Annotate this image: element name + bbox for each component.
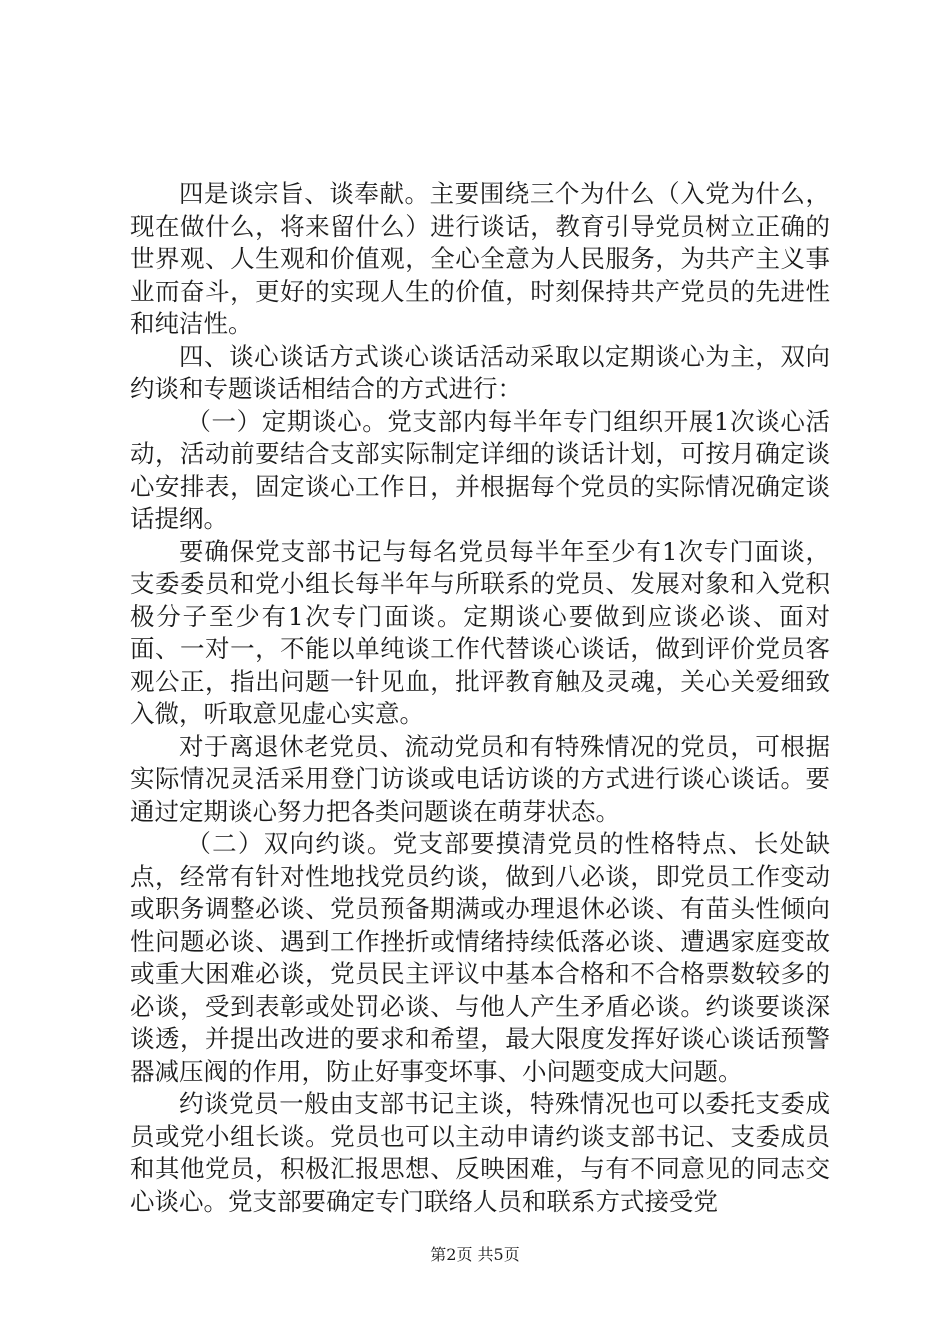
paragraph-interview-hosts: 约谈党员一般由支部书记主谈，特殊情况也可以委托支委成员或党小组长谈。党员也可以主动申请约谈支部书记、支委成员和其他党员，积极汇报思想、反映困难，与有不同意见的同志交心谈心。党支部要确定专门联络人员和联系方式接受党: [130, 1089, 830, 1216]
document-body: [130, 178, 830, 1218]
page-number-footer: 第2页 共5页: [430, 1245, 520, 1264]
paragraph-two-way-talks: （二）双向约谈。党支部要摸清党员的性格特点、长处缺点，经常有针对性地找党员约谈，做到八必谈，即党员工作变动或职务调整必谈、党员预备期满或办理退休必谈、有苗头性倾向性问题必谈、遇到工作挫折或情绪持续低落必谈、遭遇家庭变故或重大困难必谈，党员民主评议中基本合格和不合格票数较多的必谈，受到表彰或处罚必谈、与他人产生矛盾必谈。约谈要谈深谈透，并提出改进的要求和希望，最大限度发挥好谈心谈话预警器减压阀的作用，防止好事变坏事、小问题变成大问题。: [130, 829, 830, 1086]
paragraph-secretary-interviews: 要确保党支部书记与每名党员每半年至少有1次专门面谈，支委委员和党小组长每半年与所联系的党员、发展对象和入党积极分子至少有1次专门面谈。定期谈心要做到应谈必谈、面对面、一对一，不能以单纯谈工作代替谈心谈话，做到评价党员客观公正，指出问题一针见血，批评教育触及灵魂，关心关爱细致入微，听取意见虚心实意。: [130, 536, 830, 728]
paragraph-retired-members: 对于离退休老党员、流动党员和有特殊情况的党员，可根据实际情况灵活采用登门访谈或电话访谈的方式进行谈心谈话。要通过定期谈心努力把各类问题谈在萌芽状态。: [130, 731, 830, 826]
paragraph-talk-methods: 四、谈心谈话方式谈心谈话活动采取以定期谈心为主，双向约谈和专题谈话相结合的方式进行：: [130, 341, 830, 403]
paragraph-purpose-dedication: 四是谈宗旨、谈奉献。主要围绕三个为什么（入党为什么，现在做什么，将来留什么）进行谈话，教育引导党员树立正确的世界观、人生观和价值观，全心全意为人民服务，为共产主义事业而奋斗，更好的实现人生的价值，时刻保持共产党员的先进性和纯洁性。: [130, 179, 830, 338]
paragraph-regular-talks: （一）定期谈心。党支部内每半年专门组织开展1次谈心活动，活动前要结合支部实际制定详细的谈话计划，可按月确定谈心安排表，固定谈心工作日，并根据每个党员的实际情况确定谈话提纲。: [130, 406, 830, 533]
